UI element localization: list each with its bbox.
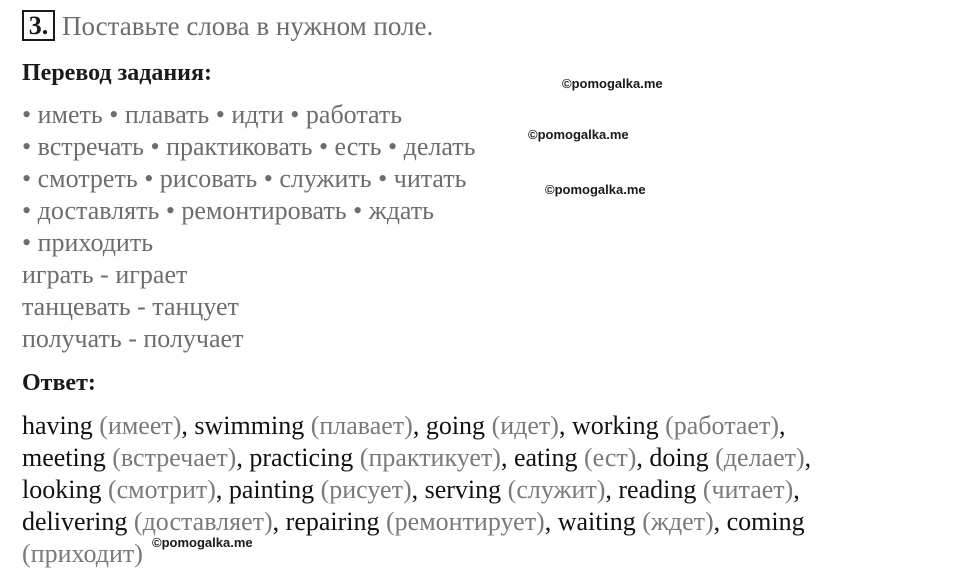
answer-word-en: working [571,411,659,440]
answer-separator: , [793,475,800,504]
answer-word-ru: (работает) [665,411,779,440]
answer-line [22,410,785,442]
task-number: 3. [22,10,55,41]
answer-word-en: serving [424,475,502,504]
answer-word-ru: (доставляет) [133,507,273,536]
translation-line: получать - получает [22,324,244,353]
answer-word-en: eating [513,443,578,472]
answer-word-ru: (ждет) [642,507,714,536]
answer-separator: , [272,507,286,536]
translation-line: • приходить [22,228,154,257]
translation-line: играть - играет [22,260,188,289]
watermark: ©pomogalka.me [528,127,629,142]
answer-separator: , [713,507,727,536]
answer-word-en: coming [726,507,805,536]
answer-word-ru: (встречает) [112,443,237,472]
answer-heading: Ответ: [22,370,96,396]
answer-separator: , [636,443,650,472]
answer-word-ru: (ест) [584,443,637,472]
answer-word-ru: (плавает) [310,411,413,440]
answer-word-en: waiting [557,507,636,536]
answer-separator: , [236,443,250,472]
answer-separator: , [558,411,572,440]
watermark: ©pomogalka.me [152,535,253,550]
answer-word-ru: (имеет) [99,411,182,440]
answer-word-en: looking [22,475,102,504]
answer-word-en: meeting [22,443,106,472]
translation-line: • иметь • плавать • идти • работать [22,100,403,129]
answer-line [22,538,143,570]
translation-line: • доставлять • ремонтировать • ждать [22,196,435,225]
answer-separator: , [181,411,195,440]
answer-separator: , [215,475,229,504]
answer-separator: , [411,475,425,504]
answer-word-en: painting [228,475,315,504]
answer-line [22,474,800,506]
answer-word-en: reading [618,475,697,504]
watermark: ©pomogalka.me [562,76,663,91]
answer-word-en: swimming [194,411,305,440]
answer-word-en: going [425,411,486,440]
answer-word-ru: (читает) [702,475,794,504]
answer-separator: , [544,507,558,536]
answer-word-en: delivering [22,507,128,536]
answer-separator: , [605,475,619,504]
task-instruction: Поставьте слова в нужном поле. [62,11,434,41]
answer-word-ru: (рисует) [320,475,412,504]
answer-word-en: having [22,411,93,440]
answer-separator: , [804,443,812,472]
answer-line [22,506,805,538]
answer-word-en: doing [649,443,709,472]
translation-line: • смотреть • рисовать • служить • читать [22,164,467,193]
answer-word-ru: (ремонтирует) [386,507,545,536]
watermark: ©pomogalka.me [545,182,646,197]
translation-heading: Перевод задания: [22,60,212,86]
answer-line [22,442,811,474]
translation-line: • встречать • практиковать • есть • делать [22,132,476,161]
answer-word-en: practicing [249,443,354,472]
answer-word-ru: (практикует) [359,443,501,472]
answer-word-ru: (приходит) [22,539,143,568]
answer-word-ru: (смотрит) [107,475,216,504]
answer-word-en: repairing [285,507,380,536]
answer-separator: , [412,411,426,440]
translation-line: танцевать - танцует [22,292,239,321]
answer-word-ru: (делает) [715,443,805,472]
answer-word-ru: (служит) [507,475,606,504]
answer-separator: , [778,411,786,440]
answer-separator: , [500,443,514,472]
answer-word-ru: (идет) [491,411,559,440]
